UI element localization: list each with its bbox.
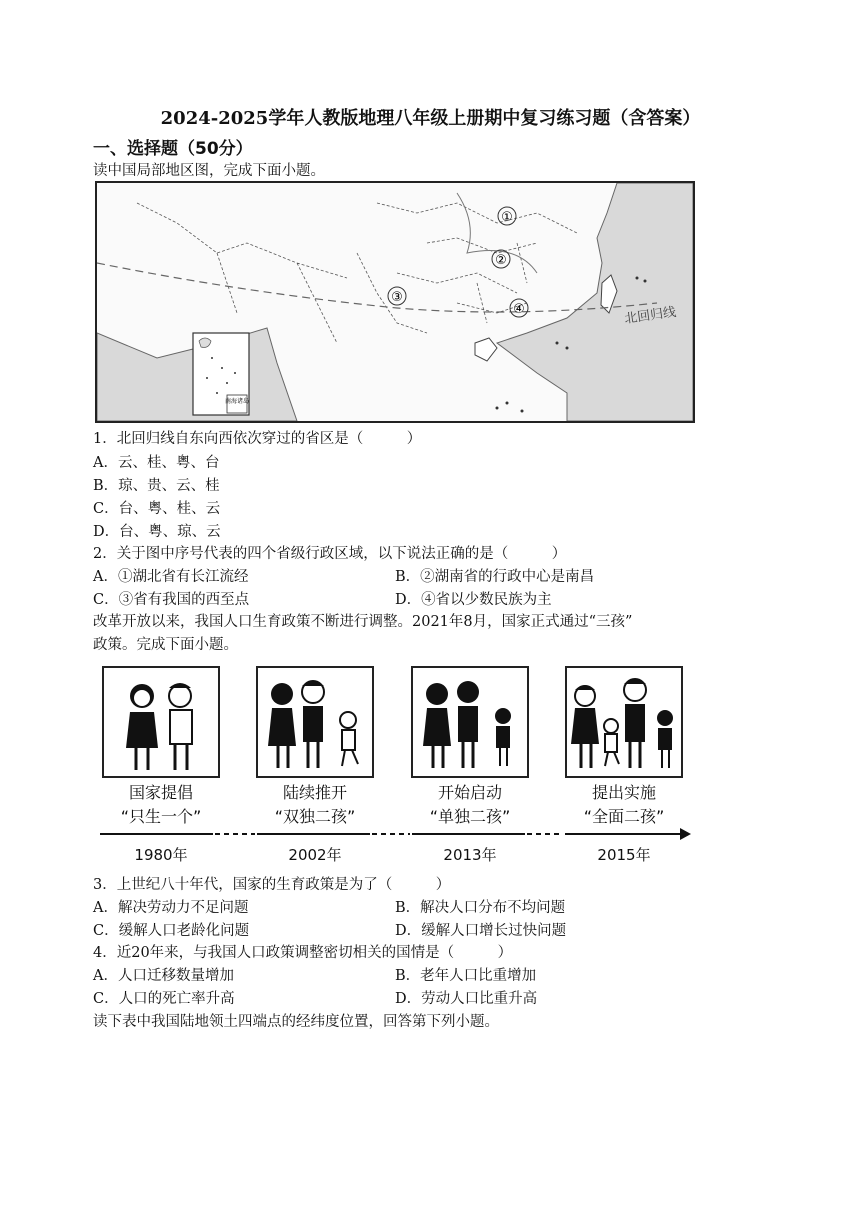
map-drawing <box>97 183 693 421</box>
q3-option-d: D．缓解人口增长过快问题 <box>395 923 567 939</box>
q4-option-c: C．人口的死亡率升高 <box>93 991 235 1007</box>
family-two-kids-illustration <box>258 668 372 776</box>
q3-option-c: C．缓解人口老龄化问题 <box>93 923 250 939</box>
panel-2013 <box>411 666 529 778</box>
q4-option-a: A．人口迁移数量增加 <box>93 968 234 984</box>
inset-label: 南海诸岛 <box>224 398 250 405</box>
q4-option-b: B．老年人口比重增加 <box>395 968 537 984</box>
q4-option-d: D．劳动人口比重升高 <box>395 991 538 1007</box>
label-3: ③ <box>391 290 403 305</box>
couple-illustration <box>104 668 218 776</box>
label-1: ① <box>501 210 513 225</box>
q2-option-d: D．④省以少数民族为主 <box>395 592 552 608</box>
q2-stem: 2．关于图中序号代表的四个省级行政区域，以下说法正确的是（ ） <box>93 546 567 562</box>
year-1980: 1980年 <box>134 846 188 864</box>
q2-option-b: B．②湖南省的行政中心是南昌 <box>395 569 595 585</box>
label-2: ② <box>495 253 507 268</box>
tropic-label: 北回归线 <box>623 304 678 327</box>
q1-stem: 1．北回归线自东向西依次穿过的省区是（ ） <box>93 431 422 447</box>
year-2002: 2002年 <box>288 846 342 864</box>
policy-intro-line1: 改革开放以来，我国人口生育政策不断进行调整。2021年8月，国家正式通过“三孩” <box>93 614 633 630</box>
panel-2015 <box>565 666 683 778</box>
label-4: ④ <box>513 302 525 317</box>
q1-option-d: D．台、粤、琼、云 <box>93 524 221 540</box>
year-2013: 2013年 <box>443 846 497 864</box>
caption-2002-line1: 陆续推开 <box>282 783 347 802</box>
caption-1980-line2: “只生一个” <box>120 807 202 826</box>
q2-option-a: A．①湖北省有长江流经 <box>93 569 249 585</box>
timeline-axis <box>95 824 695 844</box>
q1-option-b: B．琼、贵、云、桂 <box>93 478 220 494</box>
caption-2015-line1: 提出实施 <box>591 783 656 802</box>
family-single-second-child-illustration <box>413 668 527 776</box>
caption-1980-line1: 国家提倡 <box>128 783 193 802</box>
q3-stem: 3．上世纪八十年代，国家的生育政策是为了（ ） <box>93 877 451 893</box>
china-regional-map <box>95 181 695 423</box>
policy-timeline <box>95 660 695 865</box>
q3-option-b: B．解决人口分布不均问题 <box>395 900 566 916</box>
family-universal-second-child-illustration <box>567 668 681 776</box>
year-2015: 2015年 <box>597 846 651 864</box>
caption-2013-line1: 开始启动 <box>437 783 502 802</box>
q1-option-c: C．台、粤、桂、云 <box>93 501 221 517</box>
q3-option-a: A．解决劳动力不足问题 <box>93 900 249 916</box>
map-intro: 读中国局部地区图，完成下面小题。 <box>93 163 325 179</box>
q4-stem: 4．近20年来，与我国人口政策调整密切相关的国情是（ ） <box>93 945 513 961</box>
section-heading: 一、选择题（50分） <box>93 139 253 159</box>
document-title: 2024-2025学年人教版地理八年级上册期中复习练习题（含答案） <box>160 108 701 129</box>
policy-intro-line2: 政策。完成下面小题。 <box>93 637 238 653</box>
panel-1980 <box>102 666 220 778</box>
caption-2013-line2: “单独二孩” <box>429 807 511 826</box>
q1-option-a: A．云、桂、粤、台 <box>93 455 220 471</box>
panel-2002 <box>256 666 374 778</box>
q2-option-c: C．③省有我国的西至点 <box>93 592 250 608</box>
caption-2015-line2: “全面二孩” <box>583 807 665 826</box>
table-intro: 读下表中我国陆地领土四端点的经纬度位置，回答第下列小题。 <box>93 1014 499 1030</box>
caption-2002-line2: “双独二孩” <box>274 807 356 826</box>
